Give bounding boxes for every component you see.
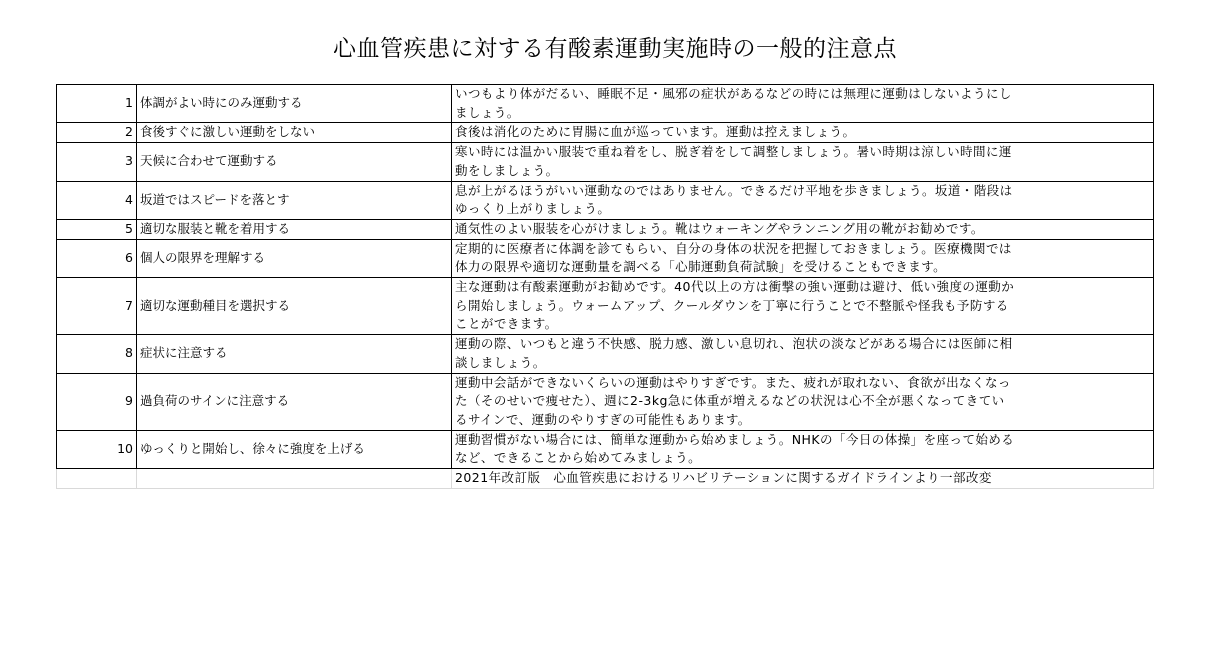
table-row bbox=[57, 85, 1154, 123]
table-row bbox=[57, 143, 1154, 181]
row-item: ゆっくりと開始し、徐々に強度を上げる bbox=[137, 430, 452, 468]
description-line: 談しましょう。 bbox=[455, 354, 546, 370]
row-description bbox=[452, 219, 1154, 239]
description-line: 寒い時には温かい服装で重ね着をし、脱ぎ着をして調整しましょう。暑い時期は涼しい時間に運 bbox=[455, 144, 1012, 160]
row-item: 食後すぐに激しい運動をしない bbox=[137, 123, 452, 143]
description-line: た（そのせいで痩せた）、週に2-3kg急に体重が増えるなどの状況は心不全が悪くなってきてい bbox=[455, 393, 1005, 409]
description-line: ゆっくり上がりましょう。 bbox=[455, 201, 611, 217]
description-line: 動をしましょう。 bbox=[455, 162, 559, 178]
row-number: 9 bbox=[57, 373, 137, 430]
row-number: 5 bbox=[57, 219, 137, 239]
row-description bbox=[452, 278, 1154, 335]
description-line: 主な運動は有酸素運動がお勧めです。40代以上の方は衝撃の強い運動は避け、低い強度の運動か bbox=[455, 279, 1015, 295]
description-line: 通気性のよい服装を心がけましょう。靴はウォーキングやランニング用の靴がお勧めです。 bbox=[455, 220, 984, 236]
row-number: 3 bbox=[57, 143, 137, 181]
table-row bbox=[57, 373, 1154, 430]
row-item: 天候に合わせて運動する bbox=[137, 143, 452, 181]
table-row bbox=[57, 123, 1154, 143]
row-number: 6 bbox=[57, 239, 137, 277]
description-line: 食後は消化のために胃腸に血が巡っています。運動は控えましょう。 bbox=[455, 124, 856, 140]
description-line: ことができます。 bbox=[455, 316, 558, 332]
row-item: 個人の限界を理解する bbox=[137, 239, 452, 277]
row-description bbox=[452, 335, 1154, 373]
description-line: 運動習慣がない場合には、簡単な運動から始めましょう。NHKの「今日の体操」を座って始める bbox=[455, 431, 1015, 447]
row-number: 2 bbox=[57, 123, 137, 143]
description-line: 運動の際、いつもと違う不快感、脱力感、激しい息切れ、泡状の淡などがある場合には医師に相 bbox=[455, 336, 1013, 352]
empty-cell bbox=[137, 469, 452, 489]
row-item: 過負荷のサインに注意する bbox=[137, 373, 452, 430]
source-row bbox=[57, 469, 1154, 489]
empty-cell bbox=[57, 469, 137, 489]
row-number: 1 bbox=[57, 85, 137, 123]
row-item: 適切な服装と靴を着用する bbox=[137, 219, 452, 239]
description-line: 運動中会話ができないくらいの運動はやりすぎです。また、疲れが取れない、食欲が出なくなっ bbox=[455, 374, 1011, 390]
row-description bbox=[452, 85, 1154, 123]
row-number: 7 bbox=[57, 278, 137, 335]
table-row bbox=[57, 278, 1154, 335]
page-title: 心血管疾患に対する有酸素運動実施時の一般的注意点 bbox=[333, 36, 897, 62]
row-description bbox=[452, 373, 1154, 430]
row-number: 10 bbox=[57, 430, 137, 468]
row-description bbox=[452, 123, 1154, 143]
description-line: 体力の限界や適切な運動量を調べる「心肺運動負荷試験」を受けることもできます。 bbox=[455, 259, 947, 275]
description-line: ましょう。 bbox=[455, 104, 520, 120]
description-line: など、できることから始めてみましょう。 bbox=[455, 450, 702, 466]
description-line: 定期的に医療者に体調を診てもらい、自分の身体の状況を把握しておきましょう。医療機関では bbox=[455, 240, 1012, 256]
table-row bbox=[57, 335, 1154, 373]
row-description bbox=[452, 143, 1154, 181]
precautions-table bbox=[56, 84, 1154, 489]
row-description bbox=[452, 430, 1154, 468]
description-line: ら開始しましょう。ウォームアップ、クールダウンを丁寧に行うことで不整脈や怪我も予防する bbox=[455, 297, 1009, 313]
table-row bbox=[57, 219, 1154, 239]
row-number: 8 bbox=[57, 335, 137, 373]
description-line: るサインで、運動のやりすぎの可能性もあります。 bbox=[455, 411, 751, 427]
row-description bbox=[452, 181, 1154, 219]
source-note: 2021年改訂版 心血管疾患におけるリハビリテーションに関するガイドラインより一部改変 bbox=[452, 469, 1154, 489]
row-item: 坂道ではスピードを落とす bbox=[137, 181, 452, 219]
row-item: 適切な運動種目を選択する bbox=[137, 278, 452, 335]
table-row bbox=[57, 430, 1154, 468]
row-item: 体調がよい時にのみ運動する bbox=[137, 85, 452, 123]
description-line: 息が上がるほうがいい運動なのではありません。できるだけ平地を歩きましょう。坂道・階段は bbox=[455, 182, 1013, 198]
row-description bbox=[452, 239, 1154, 277]
row-number: 4 bbox=[57, 181, 137, 219]
table-row bbox=[57, 239, 1154, 277]
row-item: 症状に注意する bbox=[137, 335, 452, 373]
description-line: いつもより体がだるい、睡眠不足・風邪の症状があるなどの時には無理に運動はしないようにし bbox=[455, 86, 1012, 101]
table-row bbox=[57, 181, 1154, 219]
